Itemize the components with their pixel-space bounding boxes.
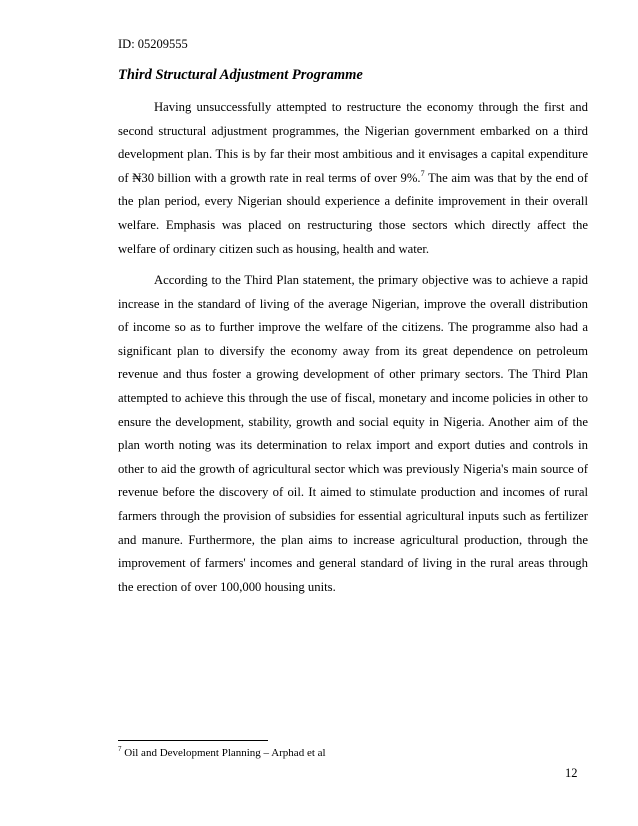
paragraph-line-text-continued: The aim was that by the end of — [424, 170, 588, 185]
page-number: 12 — [565, 766, 578, 780]
paragraph-line: significant plan to diversify the economy away from its great dependence on petroleum — [118, 343, 588, 358]
document-id: ID: 05209555 — [118, 37, 188, 51]
section-heading: Third Structural Adjustment Programme — [118, 67, 363, 83]
paragraph-line: attempted to achieve this through the use of fiscal, monetary and income policies in other to — [118, 390, 588, 405]
paragraph-2 — [118, 269, 588, 599]
paragraph-line: the erection of over 100,000 housing units. — [118, 579, 336, 594]
footnote-divider — [118, 740, 268, 741]
paragraph-line: Having unsuccessfully attempted to restructure the economy through the first and — [154, 100, 588, 114]
footnote-reference: 7 — [420, 168, 425, 178]
footnote — [118, 746, 326, 760]
footnote-text: Oil and Development Planning – Arphad et al — [121, 747, 326, 759]
footnote-number: 7 — [118, 745, 122, 753]
paragraph-line: of income so as to further improve the welfare of the citizens. The programme also had a — [118, 320, 588, 335]
paragraph-1 — [118, 96, 588, 261]
paragraph-line: plan worth noting was its determination to relax import and export duties and controls in — [118, 438, 588, 453]
paragraph-line-text: of ₦30 billion with a growth rate in real terms of over 9%. — [118, 170, 421, 185]
paragraph-line: improvement of farmers' incomes and general standard of living in the rural areas through — [118, 556, 588, 571]
paragraph-line: second structural adjustment programmes, the Nigerian government embarked on a third — [118, 123, 588, 138]
paragraph-line: ensure the development, stability, growth and social equity in Nigeria. Another aim of the — [118, 414, 588, 429]
paragraph-line: revenue and thus foster a growing development of other primary sectors. The Third Plan — [118, 367, 588, 382]
paragraph-line: other to aid the growth of agricultural sector which was previously Nigeria's main source of — [118, 461, 588, 476]
paragraph-line: and manure. Furthermore, the plan aims to increase agricultural production, through the — [118, 532, 588, 547]
paragraph-line: welfare of ordinary citizen such as housing, health and water. — [118, 241, 430, 256]
paragraph-line: the plan period, every Nigerian should experience a definite improvement in their overall — [118, 194, 588, 209]
paragraph-line: revenue before the discovery of oil. It aimed to stimulate production and incomes of rural — [118, 485, 588, 500]
paragraph-line-with-footnote — [118, 167, 588, 191]
paragraph-line: increase in the standard of living of the average Nigerian, improve the overall distribution — [118, 296, 588, 311]
paragraph-line: farmers through the provision of subsidies for essential agricultural inputs such as fertilizer — [118, 508, 588, 523]
paragraph-line: According to the Third Plan statement, the primary objective was to achieve a rapid — [154, 273, 588, 287]
paragraph-line: development plan. This is by far their most ambitious and it envisages a capital expenditure — [118, 147, 588, 162]
paragraph-line: welfare. Emphasis was placed on restructuring those sectors which directly affect the — [118, 217, 588, 232]
